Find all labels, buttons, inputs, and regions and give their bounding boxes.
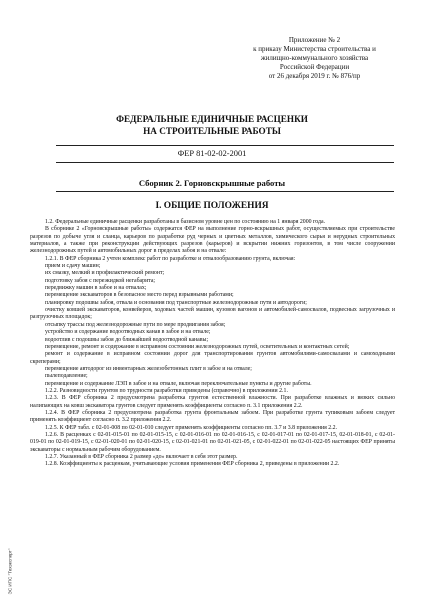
appendix-line: жилищно-коммунального хозяйства — [260, 54, 369, 62]
list-item: очистку ковшей экскаваторов, конвейеров, ходовых частей машин, кузовов вагонов и автомобилей-самосвалов, подвесных загрузочных и разгрузочных площадок; — [30, 307, 395, 321]
list-item: ремонт и содержание в исправном состоянии дорог для транспортирования грунтов автомобилями-самосвалами и самоходными скреперами; — [30, 351, 395, 365]
paragraph: 1.2.2. Разновидности грунтов по трудности разработки приведены (справочно) в приложении 2.1. — [45, 387, 288, 394]
divider — [56, 162, 394, 163]
collection-title: Сборник 2. Горновскрышные работы — [138, 178, 286, 188]
side-watermark-text: ЭС ИПС "Техэксперт" — [7, 548, 13, 595]
paragraph: 1.2.4. В ФЕР сборника 2 предусмотрена разработка грунта фронтальным забоем. При разработке грунта тупиковым забоем следует применять коэффициент согласно п. 3.2 приложения 2.2. — [30, 409, 395, 424]
list-item: устройство и содержание водоотводных канав в забое и на отвале; — [45, 329, 211, 336]
paragraph: 1.2.6. В расценках с 02-01-015-01 по 02-01-015-15, с 02-01-016-01 по 02-01-016-15, с 02-01-017-01 по 02-01-017-15, 02-01-018-01, с 02-01-019-01 по 02-01-019-15, с 02-01-020-01 по 02-01-020-15, с 02-01-021-01 по 02-01-021-05, с 02-01-022-01 по 02-01-022-05 настоящих ФЕР приняты экскаваторы с нормальным рабочим оборудованием. — [30, 431, 395, 453]
list-item: перемещение и содержание ЛЭП в забое и на отвале, включая переключательные пункты и другие работы. — [45, 380, 312, 387]
paragraph: 1.2.5. К ФЕР табл. с 02-01-008 по 02-01-010 следует применять коэффициенты согласно пп. 3.7 и 3.8 приложения 2.2. — [45, 424, 338, 431]
appendix-line: к приказу Министерства строительства и — [253, 45, 376, 53]
list-item: перемещение автодорог из инвентарных железобетонных плит в забое и на отвале; — [45, 365, 252, 372]
list-item: планировку подошвы забоя, отвала и основания под транспортные железнодорожные пути и автодороги; — [45, 299, 307, 306]
paragraph: 1.2.3. В ФЕР сборника 2 предусмотрена разработка грунтов естественной влажности. При разработке влажных и вязких сильно налипающих на ковш экскаватора грунтов следует применять коэффициенты согласно п. 3.1 приложения 2.2. — [30, 395, 395, 409]
list-item: пылеподавление; — [45, 373, 88, 380]
appendix-reference — [232, 36, 397, 81]
list-item: водоотлив с подошвы забоя до ближайшей водоотводной канавы; — [45, 336, 209, 343]
divider — [56, 145, 394, 146]
side-watermark — [3, 548, 13, 595]
list-item: перемещение экскаваторов в безопасное место перед взрывными работами; — [45, 292, 234, 299]
paragraph: 1.2. Федеральные единичные расценки разработаны в базисном уровне цен по состоянию на 1 января 2000 года. — [45, 219, 326, 225]
paragraph: В сборнике 2 «Горновскрышные работы» содержатся ФЕР на выполнение горно-вскрышных работ, осуществляемых при строительстве разрезов по добыче угля и сланца, карьеров по разработке руд черных и цветных металлов, химического сырья и нерудных строительных материалов, а также при реконструкции действующих разрезов (карьеров) и вскрытии нижних горизонтов, в том числе сооружении железнодорожных путей и автомобильных дорог в пределах забоя и на отвале: — [30, 226, 395, 255]
list-item: передвижку машин в забое и на отвалах; — [45, 285, 147, 292]
body-text — [30, 219, 395, 469]
list-item: подготовку забоя с переэкидкой негабарита; — [45, 277, 156, 284]
paragraph: 1.2.1. В ФЕР сборника 2 учтен комплекс работ по разработке и отвалообразованию грунта, включая: — [45, 255, 296, 262]
paragraph: 1.2.8. Коэффициенты к расценкам, учитывающие условия применения ФЕР сборника 2, приведены в приложении 2.2. — [45, 461, 340, 468]
paragraph: 1.2.7. Указанный в ФЕР сборника 2 размер «до» включает в себя этот размер. — [45, 454, 238, 460]
appendix-line: Российской Федерации — [279, 63, 350, 71]
divider — [56, 191, 394, 192]
list-item: отсыпку трассы под железнодорожные пути по мере продвигания забоя; — [45, 321, 226, 328]
list-item: их смазку, мелкий и профилактический ремонт; — [45, 270, 165, 277]
section-heading: I. ОБЩИЕ ПОЛОЖЕНИЯ — [155, 201, 269, 211]
document-title-line: ФЕДЕРАЛЬНЫЕ ЕДИНИЧНЫЕ РАСЦЕНКИ — [116, 114, 308, 124]
appendix-line: от 26 декабря 2019 г. № 876/пр — [268, 72, 361, 80]
document-code: ФЕР 81-02-02-2001 — [177, 149, 247, 158]
list-item: прием и сдачу машин; — [45, 263, 101, 270]
appendix-line: Приложение № 2 — [288, 36, 341, 44]
document-title-line: НА СТРОИТЕЛЬНЫЕ РАБОТЫ — [143, 126, 281, 136]
list-item: перемещение, ремонт и содержание в исправном состоянии железнодорожных путей, осветительных и контактных сетей; — [45, 343, 350, 350]
